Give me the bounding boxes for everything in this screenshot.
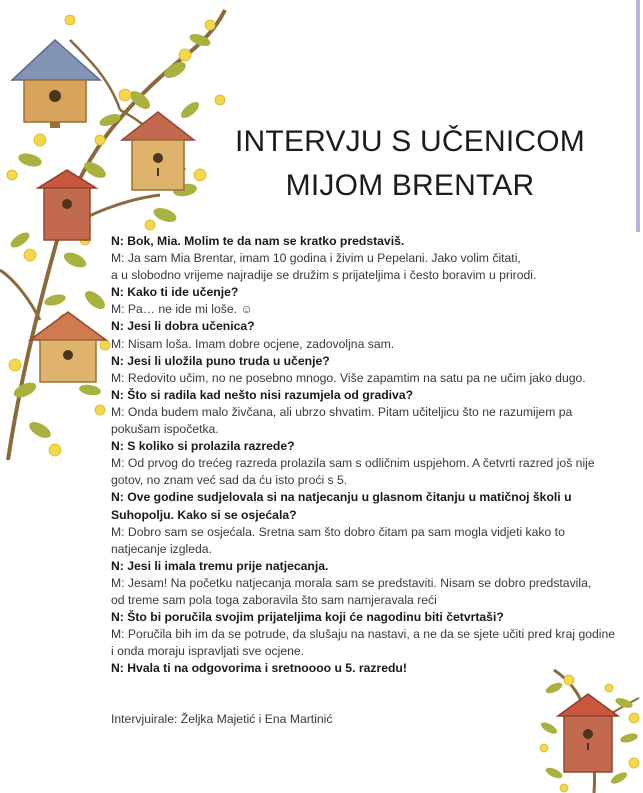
question: N: Ove godine sudjelovala si na natjecanju u glasnom čitanju u matičnoj školi u bbox=[111, 490, 572, 505]
question: N: Bok, Mia. Molim te da nam se kratko predstaviš. bbox=[111, 234, 405, 248]
question: Suhopolju. Kako si se osjećala? bbox=[111, 507, 297, 522]
birdhouse-illustration-bottom bbox=[534, 668, 643, 793]
credits: Intervjuirale: Željka Majetić i Ena Martinić bbox=[111, 712, 333, 726]
page-edge-rule bbox=[636, 0, 640, 232]
birdhouse-blue-roof bbox=[12, 40, 100, 128]
answer: natjecanje izgleda. bbox=[111, 541, 212, 556]
answer: gotov, no znam već sad da ću isto proći s 5. bbox=[111, 473, 348, 488]
question: N: Jesi li imala tremu prije natjecanja. bbox=[111, 558, 329, 573]
answer: od treme sam pola toga zaboravila što sam namjeravala reći bbox=[111, 592, 437, 607]
birdhouse-red bbox=[38, 170, 96, 240]
birdhouse-tan bbox=[122, 112, 194, 190]
birdhouse-lower bbox=[30, 312, 106, 382]
branch bbox=[0, 270, 40, 320]
page-title bbox=[200, 120, 620, 208]
answer: M: Od prvog do trećeg razreda prolazila sam s odličnim uspjehom. A četvrti razred još nije bbox=[111, 456, 595, 471]
answer: i onda moraju ispravljati sve ocjene. bbox=[111, 644, 305, 659]
answer: pokušam ispočetka. bbox=[111, 422, 219, 437]
question: N: Jesi li dobra učenica? bbox=[111, 319, 255, 334]
title-line-1: INTERVJU S UČENICOM bbox=[235, 125, 585, 158]
answer: M: Nisam loša. Imam dobre ocjene, zadovoljna sam. bbox=[111, 336, 395, 351]
birdhouse-bottom bbox=[558, 694, 618, 772]
title-line-2: MIJOM BRENTAR bbox=[285, 169, 535, 202]
question: N: Što bi poručila svojim prijateljima koji će nagodinu biti četvrtaši? bbox=[111, 610, 504, 625]
question: N: S koliko si prolazila razrede? bbox=[111, 439, 295, 454]
answer: M: Redovito učim, no ne posebno mnogo. Više zapamtim na satu pa ne učim jako dugo. bbox=[111, 370, 586, 385]
question: N: Hvala ti na odgovorima i sretnoooo u 5. razredu! bbox=[111, 661, 407, 676]
answer: M: Poručila bih im da se potrude, da slušaju na nastavi, a ne da se sjete učiti pred kraj godine bbox=[111, 627, 616, 642]
question: N: Jesi li uložila puno truda u učenje? bbox=[111, 353, 330, 368]
answer: M: Pa… ne ide mi loše. ☺ bbox=[111, 302, 253, 317]
question: N: Što si radila kad nešto nisi razumjela od gradiva? bbox=[111, 387, 414, 402]
answer: M: Onda budem malo živčana, ali ubrzo shvatim. Pitam učiteljicu što ne razumijem pa bbox=[111, 404, 573, 419]
interview-body bbox=[111, 233, 641, 677]
answer: M: Jesam! Na početku natjecanja morala sam se predstaviti. Nisam se dobro predstavila, bbox=[111, 575, 592, 590]
answer: M: Ja sam Mia Brentar, imam 10 godina i živim u Pepelani. Jako volim čitati, bbox=[111, 251, 521, 266]
answer: M: Dobro sam se osjećala. Sretna sam što dobro čitam pa sam mogla vidjeti kako to bbox=[111, 524, 565, 539]
question: N: Kako ti ide učenje? bbox=[111, 285, 239, 300]
answer: a u slobodno vrijeme najradije se družim s prijateljima i često boravim u prirodi. bbox=[111, 268, 537, 283]
